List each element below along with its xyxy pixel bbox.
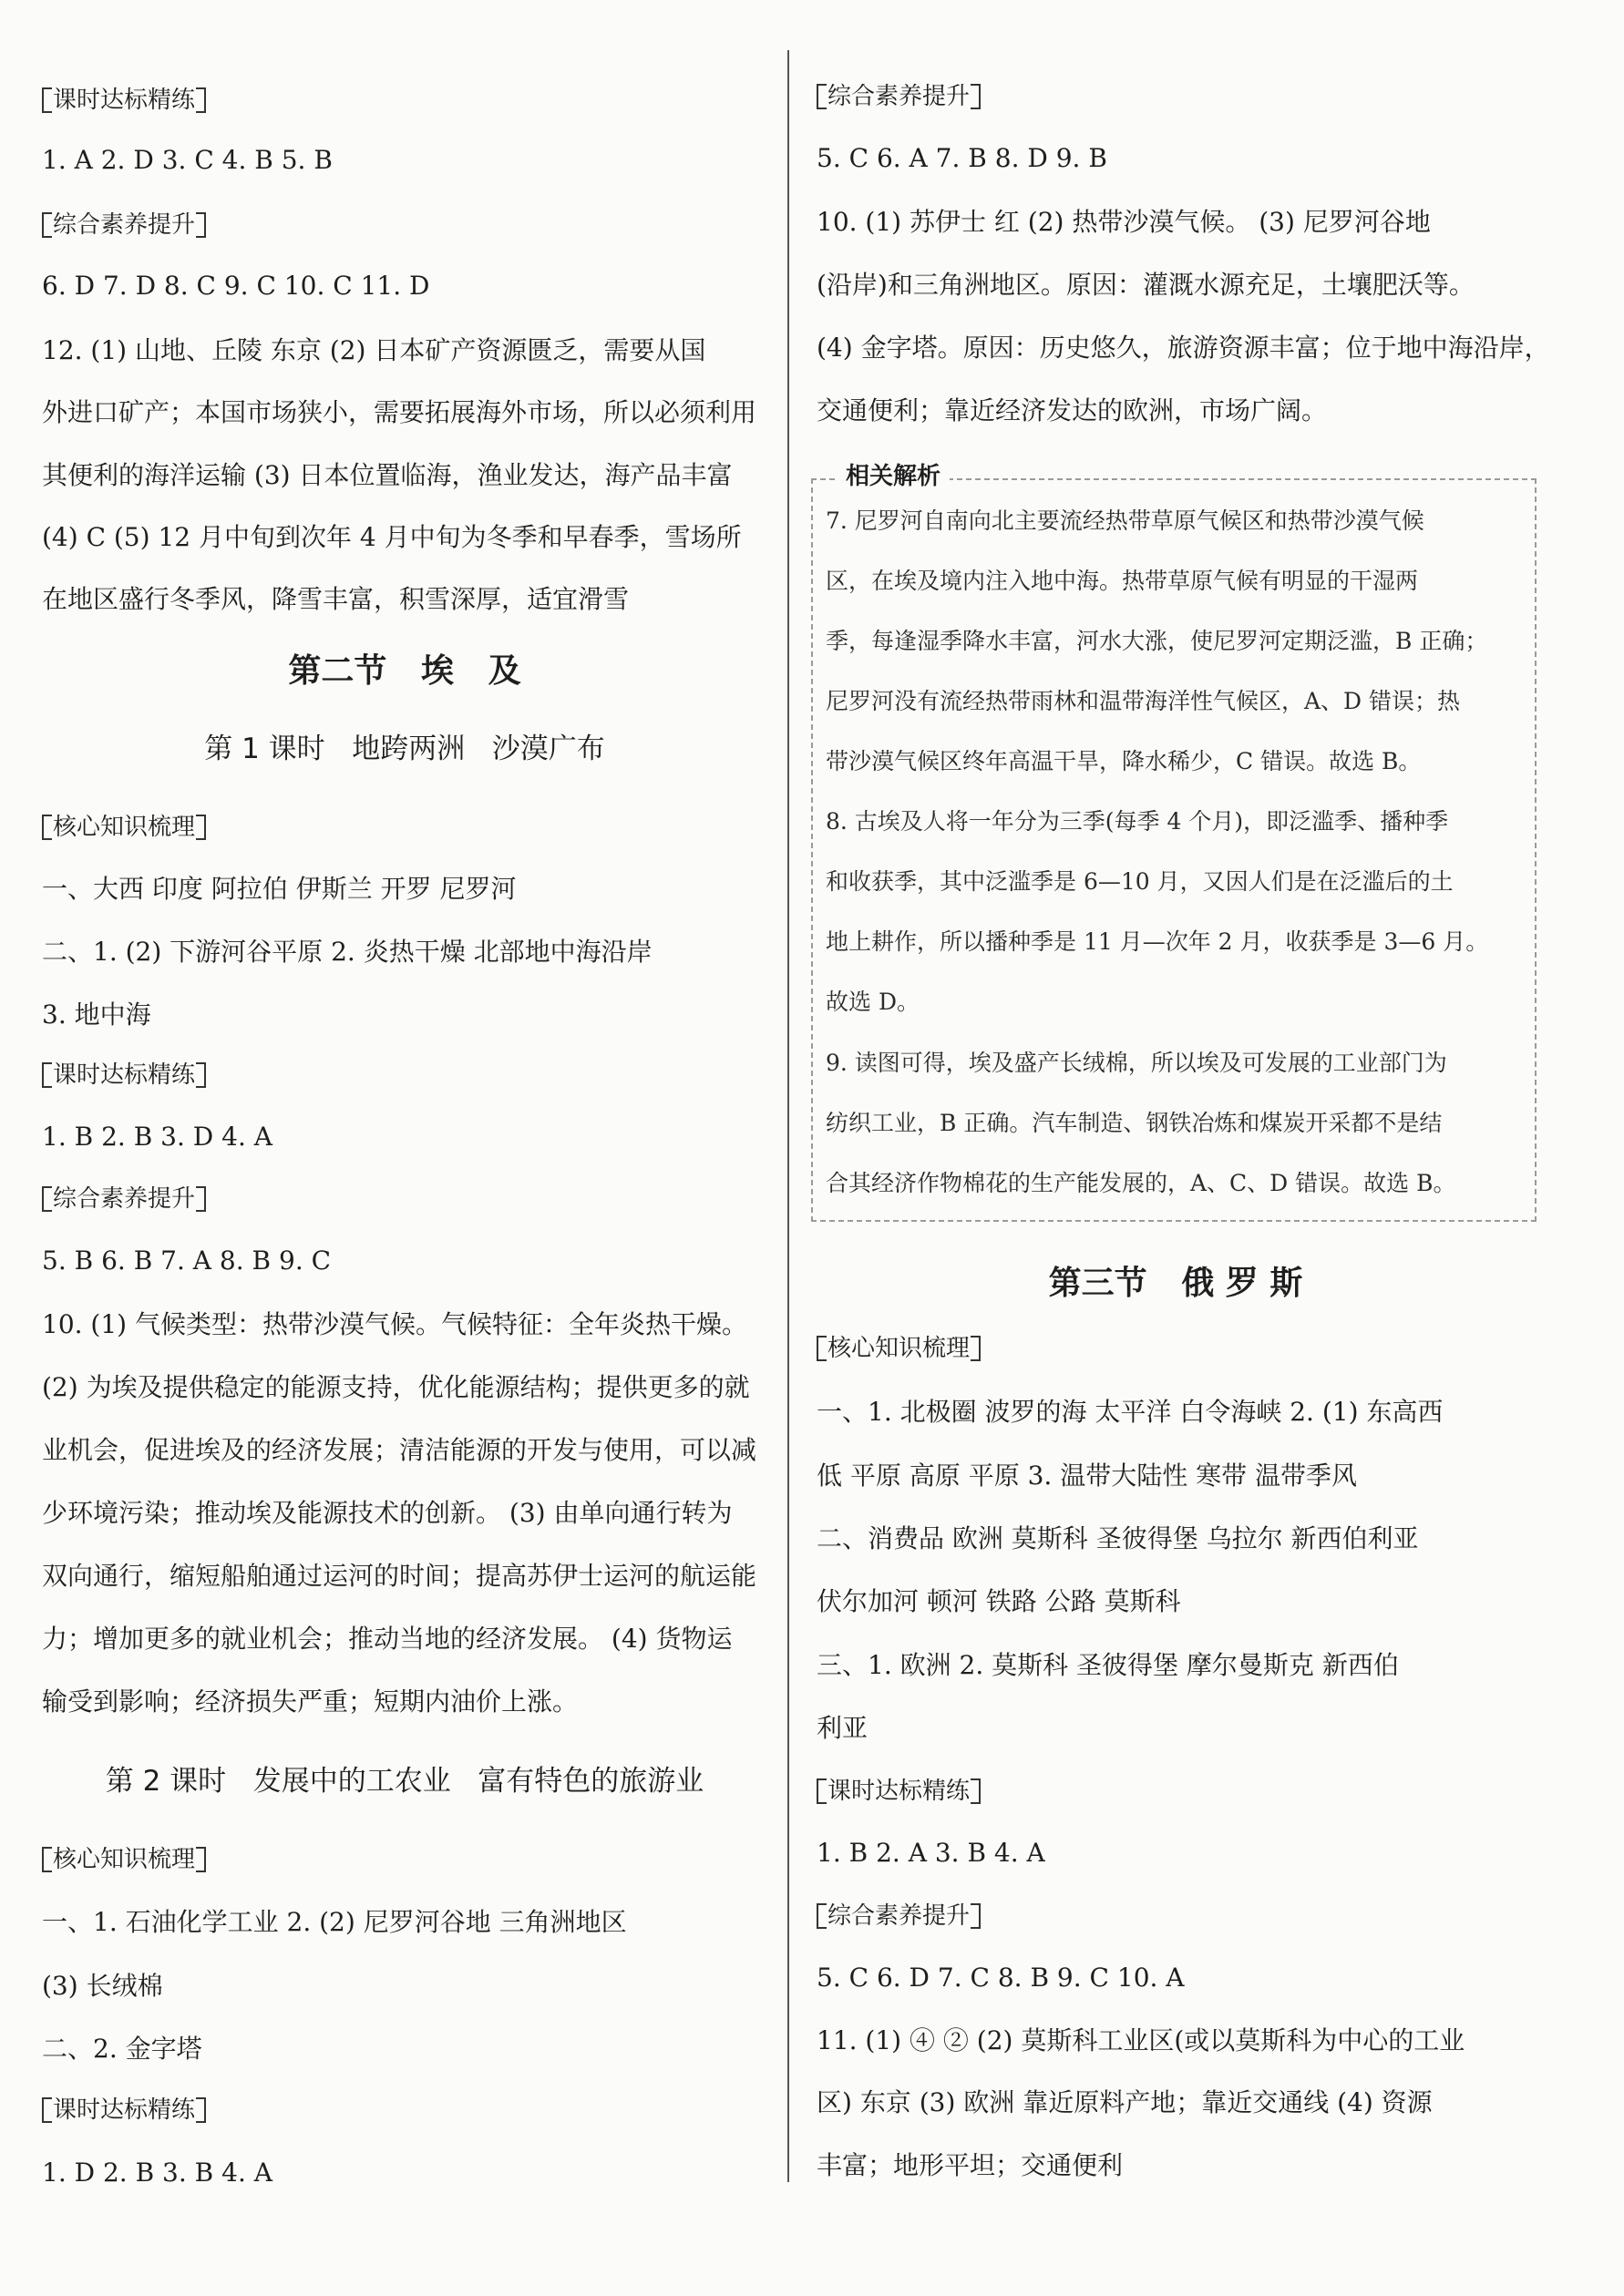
answer-line: 力；增加更多的就业机会；推动当地的经济发展。 (4) 货物运 — [42, 1624, 733, 1654]
answer-line: 1. D 2. B 3. B 4. A — [42, 2158, 272, 2188]
section-heading: 第三节 俄 罗 斯 — [1048, 1265, 1303, 1302]
answer-line: 一、大西 印度 阿拉伯 伊斯兰 开罗 尼罗河 — [42, 874, 517, 904]
section-tag: 综合素养提升 — [42, 1181, 206, 1217]
answer-line: 其便利的海洋运输 (3) 日本位置临海，渔业发达，海产品丰富 — [42, 460, 733, 490]
answer-line: 11. (1) ④ ② (2) 莫斯科工业区(或以莫斯科为中心的工业 — [817, 2025, 1465, 2055]
analysis-line: 8. 古埃及人将一年分为三季(每季 4 个月)，即泛滥季、播种季 — [826, 808, 1449, 835]
answer-line: 利亚 — [817, 1713, 869, 1743]
answer-line: 一、1. 石油化学工业 2. (2) 尼罗河谷地 三角洲地区 — [42, 1907, 627, 1937]
answer-line: 伏尔加河 顿河 铁路 公路 莫斯科 — [817, 1586, 1181, 1616]
answer-line: 丰富；地形平坦；交通便利 — [817, 2150, 1124, 2180]
section-tag: 核心知识梳理 — [42, 809, 206, 846]
answer-line: (3) 长绒棉 — [42, 1971, 163, 2001]
answer-line: 一、1. 北极圈 波罗的海 太平洋 白令海峡 2. (1) 东高西 — [817, 1397, 1444, 1427]
analysis-line: 区，在埃及境内注入地中海。热带草原气候有明显的干湿两 — [826, 568, 1419, 594]
answer-line: 5. B 6. B 7. A 8. B 9. C — [42, 1245, 332, 1276]
section-tag: 综合素养提升 — [817, 78, 981, 115]
analysis-title: 相关解析 — [837, 458, 950, 495]
answer-line: 10. (1) 苏伊士 红 (2) 热带沙漠气候。 (3) 尼罗河谷地 — [817, 207, 1431, 237]
answer-line: (4) 金字塔。原因：历史悠久，旅游资源丰富；位于地中海沿岸， — [817, 333, 1550, 363]
analysis-line: 9. 读图可得，埃及盛产长绒棉，所以埃及可发展的工业部门为 — [826, 1050, 1447, 1076]
answer-line: 1. A 2. D 3. C 4. B 5. B — [42, 145, 333, 175]
answer-line: (4) C (5) 12 月中旬到次年 4 月中旬为冬季和早春季，雪场所 — [42, 522, 742, 552]
answer-line: 双向通行，缩短船舶通过运河的时间；提高苏伊士运河的航运能 — [42, 1561, 757, 1591]
answer-line: (2) 为埃及提供稳定的能源支持，优化能源结构；提供更多的就 — [42, 1372, 750, 1402]
section-tag: 核心知识梳理 — [42, 1841, 206, 1878]
answer-line: 业机会，促进埃及的经济发展；清洁能源的开发与使用，可以减 — [42, 1435, 757, 1465]
answer-line: 区) 东京 (3) 欧洲 靠近原料产地；靠近交通线 (4) 资源 — [817, 2087, 1433, 2117]
analysis-line: 和收获季，其中泛滥季是 6—10 月，又因人们是在泛滥后的土 — [826, 868, 1454, 895]
answer-line: 10. (1) 气候类型：热带沙漠气候。气候特征：全年炎热干燥。 — [42, 1309, 747, 1339]
section-tag: 核心知识梳理 — [817, 1330, 981, 1367]
section-tag: 综合素养提升 — [817, 1898, 981, 1934]
section-tag: 课时达标精练 — [817, 1773, 981, 1809]
section-tag: 课时达标精练 — [42, 2092, 206, 2128]
analysis-line: 故选 D。 — [826, 989, 920, 1015]
answer-line: 5. C 6. A 7. B 8. D 9. B — [817, 143, 1107, 173]
analysis-line: 合其经济作物棉花的生产能发展的，A、C、D 错误。故选 B。 — [826, 1170, 1456, 1196]
section-tag: 课时达标精练 — [42, 1057, 206, 1093]
answer-line: 二、1. (2) 下游河谷平原 2. 炎热干燥 北部地中海沿岸 — [42, 937, 653, 967]
answer-line: 输受到影响；经济损失严重；短期内油价上涨。 — [42, 1686, 579, 1717]
lesson-heading: 第 2 课时 发展中的工农业 富有特色的旅游业 — [105, 1765, 704, 1798]
analysis-line: 尼罗河没有流经热带雨林和温带海洋性气候区，A、D 错误；热 — [826, 688, 1461, 714]
answer-line: 少环境污染；推动埃及能源技术的创新。 (3) 由单向通行转为 — [42, 1498, 733, 1528]
answer-line: 6. D 7. D 8. C 9. C 10. C 11. D — [42, 271, 430, 301]
answer-line: 5. C 6. D 7. C 8. B 9. C 10. A — [817, 1963, 1185, 1993]
answer-line: 1. B 2. B 3. D 4. A — [42, 1122, 272, 1152]
analysis-line: 地上耕作，所以播种季是 11 月—次年 2 月，收获季是 3—6 月。 — [826, 928, 1489, 955]
section-heading: 第二节 埃 及 — [288, 652, 521, 690]
answer-line: 三、1. 欧洲 2. 莫斯科 圣彼得堡 摩尔曼斯克 新西伯 — [817, 1650, 1399, 1680]
answer-line: 12. (1) 山地、丘陵 东京 (2) 日本矿产资源匮乏，需要从国 — [42, 335, 706, 365]
answer-line: 交通便利；靠近经济发达的欧洲，市场广阔。 — [817, 395, 1328, 425]
analysis-line: 带沙漠气候区终年高温干旱，降水稀少，C 错误。故选 B。 — [826, 748, 1422, 774]
answer-line: 在地区盛行冬季风，降雪丰富，积雪深厚，适宜滑雪 — [42, 584, 630, 614]
analysis-line: 纺织工业，B 正确。汽车制造、钢铁冶炼和煤炭开采都不是结 — [826, 1110, 1443, 1136]
analysis-box — [811, 463, 1537, 1222]
answer-line: 1. B 2. A 3. B 4. A — [817, 1838, 1045, 1868]
section-tag: 综合素养提升 — [42, 207, 206, 243]
answer-line: 3. 地中海 — [42, 999, 151, 1030]
answer-line: 外进口矿产；本国市场狭小，需要拓展海外市场，所以必须利用 — [42, 397, 757, 427]
lesson-heading: 第 1 课时 地跨两洲 沙漠广布 — [204, 733, 605, 765]
analysis-line: 季，每逢湿季降水丰富，河水大涨，使尼罗河定期泛滥，B 正确； — [826, 628, 1488, 654]
answer-line: (沿岸)和三角洲地区。原因：灌溉水源充足，土壤肥沃等。 — [817, 270, 1475, 300]
answer-line: 二、2. 金字塔 — [42, 2034, 202, 2064]
answer-line: 二、消费品 欧洲 莫斯科 圣彼得堡 乌拉尔 新西伯利亚 — [817, 1523, 1419, 1553]
section-tag: 课时达标精练 — [42, 82, 206, 118]
analysis-line: 7. 尼罗河自南向北主要流经热带草原气候区和热带沙漠气候 — [826, 507, 1424, 534]
column-divider — [787, 50, 789, 2182]
answer-line: 低 平原 高原 平原 3. 温带大陆性 寒带 温带季风 — [817, 1461, 1358, 1491]
